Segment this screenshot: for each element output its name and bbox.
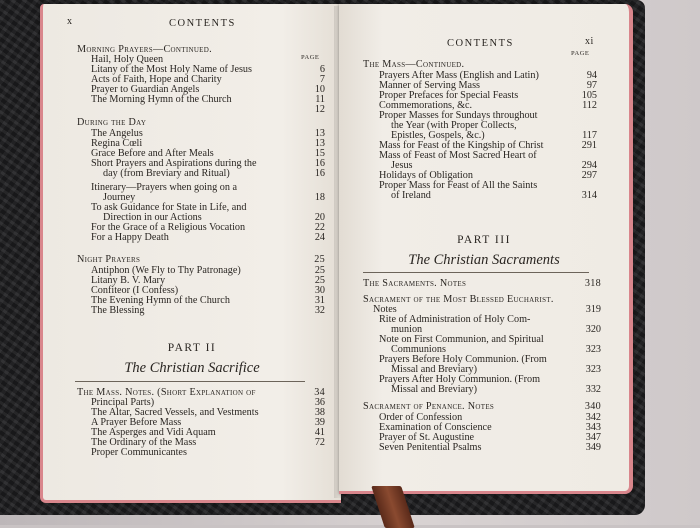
toc-entry-title: Itinerary—Prayers when going on a	[91, 182, 237, 193]
toc-entry	[91, 95, 325, 106]
toc-entry-title: Acts of Faith, Hope and Charity	[91, 74, 222, 85]
toc-entry-title: Manner of Serving Mass	[379, 80, 481, 91]
toc-entry-title: To ask Guidance for State in Life, and	[91, 202, 247, 213]
toc-entry-title: A Prayer Before Mass	[91, 417, 182, 428]
toc-entry-title: Litany B. V. Mary	[91, 275, 166, 286]
toc-entry-page-number: 112	[582, 100, 597, 111]
toc-entry-page-number: 94	[586, 70, 597, 81]
toc-entry-title: Examination of Conscience	[379, 422, 492, 433]
toc-entry-title: The Mass—Continued.	[363, 59, 465, 70]
toc-entry-page-number: 20	[314, 212, 325, 223]
left-page	[40, 4, 341, 503]
toc-entry-title: Confiteor (I Confess)	[91, 285, 179, 296]
toc-entry-title: The Evening Hymn of the Church	[91, 295, 230, 306]
toc-entry	[77, 255, 325, 266]
toc-entry-title: day (from Breviary and Ritual)	[103, 168, 230, 179]
toc-entry-page-number: 15	[314, 148, 325, 159]
toc-entry-title: Short Prayers and Aspirations during the	[91, 158, 257, 169]
toc-entry-title: Proper Communicantes	[91, 447, 187, 458]
toc-entry-page-number: 318	[584, 278, 601, 289]
toc-entry-title: Principal Parts)	[91, 397, 155, 408]
toc-entry-page-number: 349	[585, 442, 601, 453]
toc-entry-title: Communions	[391, 344, 446, 355]
toc-entry-title: Jesus	[391, 160, 413, 171]
toc-entry-title: Proper Prefaces for Special Feasts	[379, 90, 519, 101]
toc-entry-title: The Blessing	[91, 305, 145, 316]
toc-entry-page-number: 16	[314, 158, 325, 169]
part-ii-title: The Christian Sacrifice	[124, 360, 260, 376]
toc-entry-page-number: 332	[585, 384, 601, 395]
toc-entry-title: Prayers After Mass (English and Latin)	[379, 70, 539, 81]
toc-entry-title: For the Grace of a Religious Vocation	[91, 222, 246, 233]
toc-entry-title: During the Day	[77, 117, 147, 128]
part-iii-label: PART III	[457, 234, 511, 246]
toc-entry-page-number: 291	[581, 140, 597, 151]
part-ii-rule	[75, 381, 305, 382]
toc-entry	[77, 118, 325, 129]
toc-entry-title: The Altar, Sacred Vessels, and Vestments	[91, 407, 259, 418]
toc-entry-title: Grace Before and After Meals	[91, 148, 214, 159]
toc-entry-page-number: 340	[584, 401, 601, 412]
right-page	[339, 4, 633, 494]
toc-entry-page-number: 6	[319, 64, 325, 75]
toc-entry-title: The Morning Hymn of the Church	[91, 94, 232, 105]
left-page-number: x	[67, 16, 73, 27]
part-iii-title: The Christian Sacraments	[408, 252, 560, 268]
toc-entry-title: Seven Penitential Psalms	[379, 442, 482, 453]
toc-entry-title: Missal and Breviary)	[391, 384, 478, 395]
toc-entry-title: Proper Masses for Sundays throughout	[379, 110, 538, 121]
toc-entry-title: Proper Mass for Feast of All the Saints	[379, 180, 538, 191]
toc-entry-title: Order of Confession	[379, 412, 463, 423]
toc-entry-page-number: 34	[314, 387, 325, 398]
toc-entry-title: Direction in our Actions	[103, 212, 202, 223]
toc-entry-page-number: 31	[314, 295, 325, 306]
toc-entry-title: Regina Cœli	[91, 138, 143, 149]
toc-entry-title: Commemorations, &c.	[379, 100, 473, 111]
toc-entry-page-number: 12	[314, 104, 325, 115]
right-page-number: xi	[585, 36, 594, 47]
toc-entry	[363, 402, 601, 413]
toc-entry-page-number: 32	[314, 305, 325, 316]
toc-entry-page-number: 22	[314, 222, 325, 233]
toc-entry-page-number: 314	[581, 190, 597, 201]
toc-entry-title: Mass for Feast of the Kingship of Christ	[379, 140, 544, 151]
toc-entry	[379, 443, 601, 454]
toc-entry-page-number: 39	[314, 417, 325, 428]
toc-entry	[363, 279, 601, 290]
toc-entry-page-number: 25	[314, 275, 325, 286]
toc-entry-title: the Year (with Proper Collects,	[391, 120, 517, 131]
toc-entry-page-number: 72	[314, 437, 325, 448]
toc-entry-title: Hail, Holy Queen	[91, 54, 164, 65]
toc-entry	[363, 295, 601, 306]
toc-entry	[91, 448, 325, 459]
toc-entry	[391, 191, 597, 202]
toc-entry-title: Journey	[103, 192, 136, 203]
toc-entry-title: Sacrament of Penance. Notes	[363, 401, 495, 412]
toc-entry-title: The Angelus	[91, 128, 143, 139]
toc-entry-title: The Asperges and Vidi Aquam	[91, 427, 216, 438]
toc-entry-title: Antiphon (We Fly to Thy Patronage)	[91, 265, 241, 276]
toc-entry-title: Note on First Communion, and Spiritual	[379, 334, 544, 345]
toc-entry-page-number: 10	[314, 84, 325, 95]
toc-entry-title: Night Prayers	[77, 254, 141, 265]
toc-entry-page-number: 11	[315, 94, 325, 105]
toc-entry-page-number: 24	[314, 232, 325, 243]
toc-entry-page-number: 13	[314, 138, 325, 149]
toc-entry-page-number: 7	[319, 74, 325, 85]
toc-entry-title: Missal and Breviary)	[391, 364, 478, 375]
toc-entry-page-number: 297	[581, 170, 597, 181]
toc-entry	[91, 233, 325, 244]
toc-entry-title: Prayer to Guardian Angels	[91, 84, 200, 95]
toc-entry-title: Sacrament of the Most Blessed Eucharist.	[363, 294, 554, 305]
part-ii-label: PART II	[167, 342, 217, 354]
toc-entry-page-number: 18	[314, 192, 325, 203]
toc-entry-title: Epistles, Gospels, &c.)	[391, 130, 485, 141]
toc-entry-page-number: 13	[314, 128, 325, 139]
toc-entry-title: The Mass. Notes. (Short Explanation of	[77, 387, 256, 398]
toc-entry-title: Rite of Administration of Holy Com-	[379, 314, 531, 325]
toc-entry-title: of Ireland	[391, 190, 431, 201]
toc-entry-page-number: 294	[581, 160, 597, 171]
left-page-header: CONTENTS	[169, 18, 236, 29]
toc-entry-page-number: 97	[586, 80, 597, 91]
toc-entry-page-number: 319	[585, 304, 601, 315]
toc-entry-title: Litany of the Most Holy Name of Jesus	[91, 64, 252, 75]
toc-entry	[391, 385, 601, 396]
toc-entry-title: Morning Prayers—Continued.	[77, 44, 212, 55]
right-page-header: CONTENTS	[447, 38, 514, 49]
toc-entry-page-number: 16	[314, 168, 325, 179]
toc-entry-title: Prayers Before Holy Communion. (From	[379, 354, 547, 365]
toc-entry-title: Prayer of St. Augustine	[379, 432, 475, 443]
toc-entry-title: munion	[391, 324, 423, 335]
toc-entry-page-number: 30	[314, 285, 325, 296]
toc-entry-title: For a Happy Death	[91, 232, 169, 243]
toc-entry-title: The Sacraments. Notes	[363, 278, 467, 289]
toc-entry-page-number: 25	[314, 265, 325, 276]
toc-entry-page-number: 105	[581, 90, 597, 101]
toc-entry-page-number: 343	[585, 422, 601, 433]
toc-entry-title: Notes	[373, 304, 397, 315]
toc-entry	[103, 169, 325, 180]
toc-entry-page-number: 41	[314, 427, 325, 438]
part-iii-rule	[363, 272, 589, 273]
toc-entry-page-number: 117	[582, 130, 597, 141]
left-page-column-label: PAGE	[301, 54, 320, 61]
toc-entry	[91, 306, 325, 317]
toc-entry-page-number: 38	[314, 407, 325, 418]
toc-entry-page-number: 320	[585, 324, 601, 335]
toc-entry-title: Holidays of Obligation	[379, 170, 473, 181]
toc-entry-page-number: 323	[585, 344, 601, 355]
toc-entry-page-number: 342	[585, 412, 601, 423]
toc-entry-page-number: 323	[585, 364, 601, 375]
right-page-column-label: PAGE	[571, 50, 590, 57]
toc-entry-title: Mass of Feast of Most Sacred Heart of	[379, 150, 537, 161]
toc-entry-page-number: 25	[314, 254, 325, 265]
toc-entry-page-number: 347	[585, 432, 601, 443]
toc-entry-title: Prayers After Holy Communion. (From	[379, 374, 541, 385]
toc-entry	[363, 60, 597, 71]
toc-entry-title: The Ordinary of the Mass	[91, 437, 197, 448]
toc-entry-page-number: 36	[314, 397, 325, 408]
